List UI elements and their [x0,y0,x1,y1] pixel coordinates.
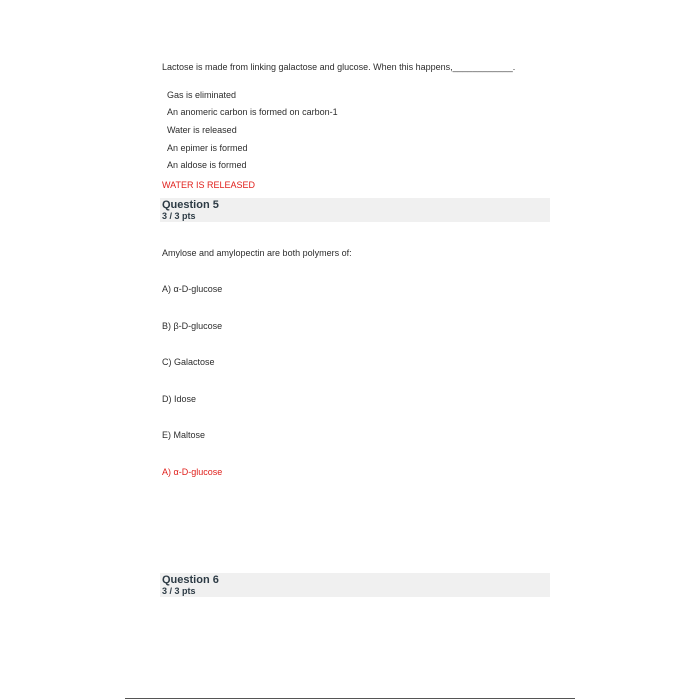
question-5-header [160,198,550,222]
q5-choice-d: D) Idose [162,394,197,404]
question-6-title: Question 6 [162,574,219,586]
q5-choice-c: C) Galactose [162,357,215,367]
q5-prompt: Amylose and amylopectin are both polymers of: [162,248,352,258]
q5-choice-b: B) β-D-glucose [162,321,223,331]
q5-choice-e: E) Maltose [162,430,206,440]
q4-choice-5: An aldose is formed [167,160,247,170]
q5-choice-a: A) α-D-glucose [162,284,223,294]
q4-choice-4: An epimer is formed [167,143,248,153]
q4-choice-1: Gas is eliminated [167,90,237,100]
q4-answer: WATER IS RELEASED [162,180,256,190]
q4-prompt: Lactose is made from linking galactose and glucose. When this happens,____________. [162,62,516,72]
question-5-points: 3 / 3 pts [162,211,196,221]
q4-choice-2: An anomeric carbon is formed on carbon-1 [167,107,338,117]
question-6-points: 3 / 3 pts [162,586,196,596]
page-bottom-divider [125,698,575,699]
q5-answer: A) α-D-glucose [162,467,223,477]
question-5-title: Question 5 [162,199,219,211]
q4-choice-3: Water is released [167,125,237,135]
question-6-header [160,573,550,597]
